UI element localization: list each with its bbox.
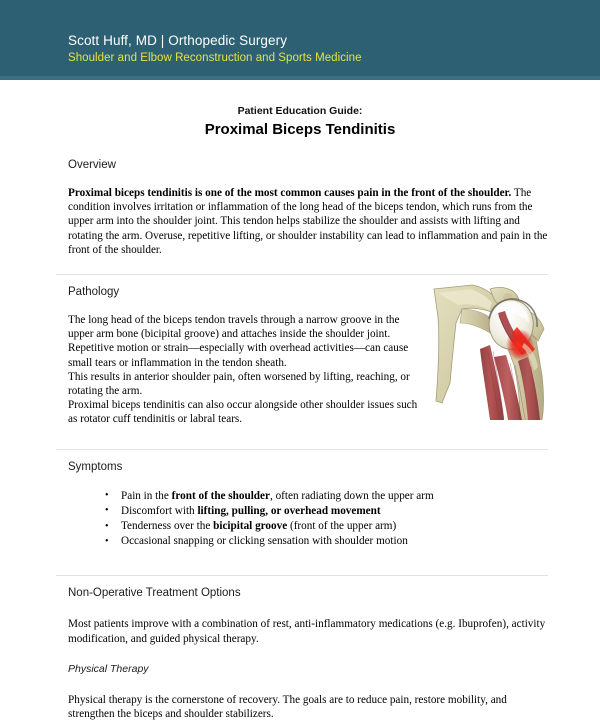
list-item [105,534,548,549]
symptom-strong: lifting, pulling, or overhead movement [197,504,381,517]
list-item [105,489,548,504]
section-overview [68,157,548,257]
symptom-strong: bicipital groove [213,520,288,533]
symptom-strong: front of the shoulder [171,489,270,502]
subsection-heading-physical-therapy: Physical Therapy [68,662,149,675]
site-header-banner [0,0,600,80]
section-treatment [68,585,548,721]
section-heading-pathology: Pathology [68,286,120,299]
document-eyebrow: Patient Education Guide: [237,105,363,117]
symptom-text: Pain in the [121,489,172,502]
document-title-block [0,104,600,140]
overview-paragraph [68,186,548,257]
overview-body: The condition involves irritation or inflammation of the long head of the biceps tendon, which runs from the upper arm into the shoulder joint. This tendon helps stabilize the shoulder and assists with lifting and rotating the arm. Overuse, repetitive lifting, or shoulder instability can lead to inflammation and pain in the front of the shoulder. [68,187,548,256]
pathology-paragraph-2: This results in anterior shoulder pain, often worsened by lifting, reaching, or rotating the arm. [68,370,410,398]
section-heading-symptoms: Symptoms [68,460,123,473]
page-title: Proximal Biceps Tendinitis [204,121,396,138]
section-pathology [68,284,420,427]
section-heading-treatment: Non-Operative Treatment Options [68,587,241,600]
symptom-text-tail: , often radiating down the upper arm [269,489,434,502]
symptoms-list [68,489,548,550]
pathology-paragraph-1: The long head of the biceps tendon travels through a narrow groove in the upper arm bone (bicipital groove) and attaches inside the shoulder joint. Repetitive motion or strain—especially with overhead activities—can cause small tears or inflammation in the tendon sheath. [68,314,409,369]
list-item [105,504,548,519]
document-page [0,104,600,721]
symptom-text: Occasional snapping or clicking sensation with shoulder motion [121,535,408,548]
symptom-text: Tenderness over the [121,520,214,533]
practitioner-specialty: Shoulder and Elbow Reconstruction and Sports Medicine [68,52,362,64]
section-heading-overview: Overview [68,159,116,171]
treatment-paragraph-2: Physical therapy is the cornerstone of recovery. The goals are to reduce pain, restore mobility, and strengthen the biceps and shoulder stabilizers. [68,693,507,721]
symptom-text-tail: (front of the upper arm) [287,520,397,533]
practitioner-name: Scott Huff, MD | Orthopedic Surgery [68,33,288,48]
pathology-paragraph-3: Proximal biceps tendinitis can also occur alongside other shoulder issues such as rotator cuff tendinitis or labral tears. [68,399,418,426]
treatment-paragraph-1: Most patients improve with a combination of rest, anti-inflammatory medications (e.g. Ibuprofen), activity modification, and guided physical therapy. [68,618,546,645]
shoulder-anatomy-illustration [432,283,548,420]
list-item [105,519,548,534]
symptom-text: Discomfort with [121,504,198,517]
overview-lead: Proximal biceps tendinitis is one of the most common causes pain in the front of the shoulder. [68,187,512,199]
section-symptoms [68,459,548,550]
